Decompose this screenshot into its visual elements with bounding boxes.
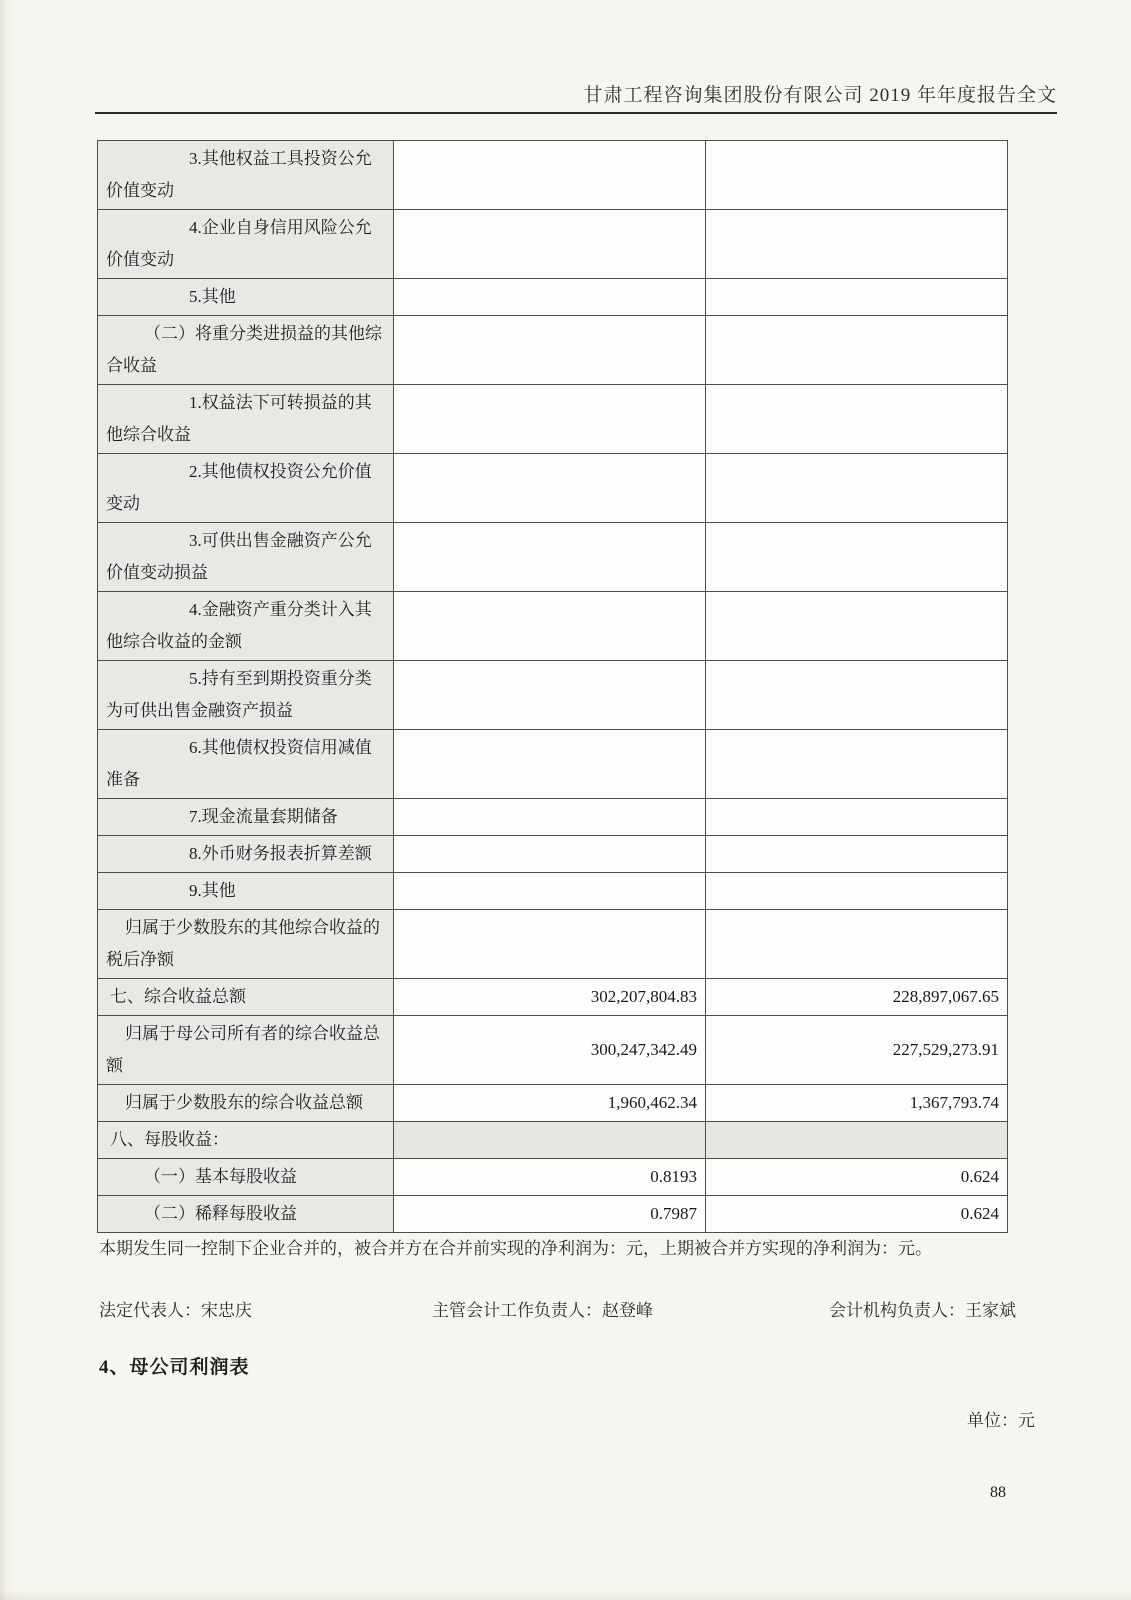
row-label: 4.金融资产重分类计入其他综合收益的金额 [98, 592, 394, 661]
table-row [98, 836, 1008, 873]
table-row [98, 523, 1008, 592]
row-value-prior-period [706, 385, 1008, 454]
row-label: 2.其他债权投资公允价值变动 [98, 454, 394, 523]
row-label: 归属于母公司所有者的综合收益总额 [98, 1016, 394, 1085]
row-value-prior-period [706, 836, 1008, 873]
row-label: 1.权益法下可转损益的其他综合收益 [98, 385, 394, 454]
row-value-prior-period: 227,529,273.91 [706, 1016, 1008, 1085]
row-label: （二）将重分类进损益的其他综合收益 [98, 316, 394, 385]
table-row [98, 661, 1008, 730]
row-value-current-period [394, 873, 706, 910]
table-row [98, 873, 1008, 910]
row-value-prior-period [706, 1122, 1008, 1159]
table-row [98, 316, 1008, 385]
header-divider [95, 112, 1057, 114]
row-value-current-period [394, 730, 706, 799]
page-number: 88 [990, 1484, 1006, 1501]
table-row [98, 385, 1008, 454]
accounting-department-head-signature: 会计机构负责人：王家斌 [829, 1301, 1016, 1320]
row-value-current-period [394, 836, 706, 873]
row-value-prior-period [706, 799, 1008, 836]
chief-accounting-officer-signature: 主管会计工作负责人：赵登峰 [432, 1301, 653, 1320]
row-value-current-period [394, 661, 706, 730]
row-label: 7.现金流量套期储备 [98, 799, 394, 836]
table-row [98, 1016, 1008, 1085]
row-value-current-period [394, 910, 706, 979]
row-value-prior-period: 0.624 [706, 1159, 1008, 1196]
table-row [98, 910, 1008, 979]
row-value-prior-period: 1,367,793.74 [706, 1085, 1008, 1122]
table-row [98, 592, 1008, 661]
row-label: 5.其他 [98, 279, 394, 316]
row-value-prior-period [706, 730, 1008, 799]
row-value-current-period [394, 210, 706, 279]
row-value-current-period [394, 1122, 706, 1159]
table-row [98, 1196, 1008, 1233]
income-table-body [98, 141, 1008, 1233]
legal-representative-signature: 法定代表人：宋忠庆 [99, 1301, 252, 1320]
row-label: 归属于少数股东的其他综合收益的税后净额 [98, 910, 394, 979]
section-title: 4、母公司利润表 [99, 1357, 250, 1378]
row-label: 七、综合收益总额 [98, 979, 394, 1016]
row-value-prior-period [706, 279, 1008, 316]
table-row [98, 1122, 1008, 1159]
comprehensive-income-table [97, 140, 1008, 1233]
table-row [98, 979, 1008, 1016]
row-value-prior-period [706, 661, 1008, 730]
table-row [98, 454, 1008, 523]
row-label: 4.企业自身信用风险公允价值变动 [98, 210, 394, 279]
row-label: 6.其他债权投资信用减值准备 [98, 730, 394, 799]
row-value-prior-period: 0.624 [706, 1196, 1008, 1233]
row-value-prior-period [706, 316, 1008, 385]
row-value-current-period [394, 279, 706, 316]
row-label: 8.外币财务报表折算差额 [98, 836, 394, 873]
row-value-current-period [394, 385, 706, 454]
row-label: 归属于少数股东的综合收益总额 [98, 1085, 394, 1122]
report-header-title: 甘肃工程咨询集团股份有限公司 2019 年年度报告全文 [583, 85, 1057, 106]
merge-note: 本期发生同一控制下企业合并的，被合并方在合并前实现的净利润为：元，上期被合并方实现的净利润为：元。 [99, 1239, 932, 1258]
table-row [98, 799, 1008, 836]
row-label: （二）稀释每股收益 [98, 1196, 394, 1233]
unit-label: 单位：元 [967, 1411, 1035, 1430]
row-value-prior-period: 228,897,067.65 [706, 979, 1008, 1016]
row-label: （一）基本每股收益 [98, 1159, 394, 1196]
row-value-prior-period [706, 141, 1008, 210]
row-label: 9.其他 [98, 873, 394, 910]
row-value-current-period [394, 454, 706, 523]
table-row [98, 279, 1008, 316]
row-value-current-period [394, 523, 706, 592]
row-label: 3.可供出售金融资产公允价值变动损益 [98, 523, 394, 592]
table-row [98, 210, 1008, 279]
row-value-current-period: 0.8193 [394, 1159, 706, 1196]
table-row [98, 1085, 1008, 1122]
row-value-prior-period [706, 210, 1008, 279]
row-value-current-period [394, 592, 706, 661]
row-value-prior-period [706, 873, 1008, 910]
row-value-current-period: 0.7987 [394, 1196, 706, 1233]
row-value-prior-period [706, 523, 1008, 592]
row-value-current-period [394, 141, 706, 210]
row-value-prior-period [706, 592, 1008, 661]
row-value-current-period: 1,960,462.34 [394, 1085, 706, 1122]
row-value-current-period [394, 316, 706, 385]
table-row [98, 141, 1008, 210]
row-label: 3.其他权益工具投资公允价值变动 [98, 141, 394, 210]
row-value-prior-period [706, 910, 1008, 979]
row-value-current-period: 300,247,342.49 [394, 1016, 706, 1085]
table-row [98, 1159, 1008, 1196]
row-label: 5.持有至到期投资重分类为可供出售金融资产损益 [98, 661, 394, 730]
table-row [98, 730, 1008, 799]
row-value-current-period [394, 799, 706, 836]
row-value-prior-period [706, 454, 1008, 523]
row-value-current-period: 302,207,804.83 [394, 979, 706, 1016]
row-label: 八、每股收益： [98, 1122, 394, 1159]
